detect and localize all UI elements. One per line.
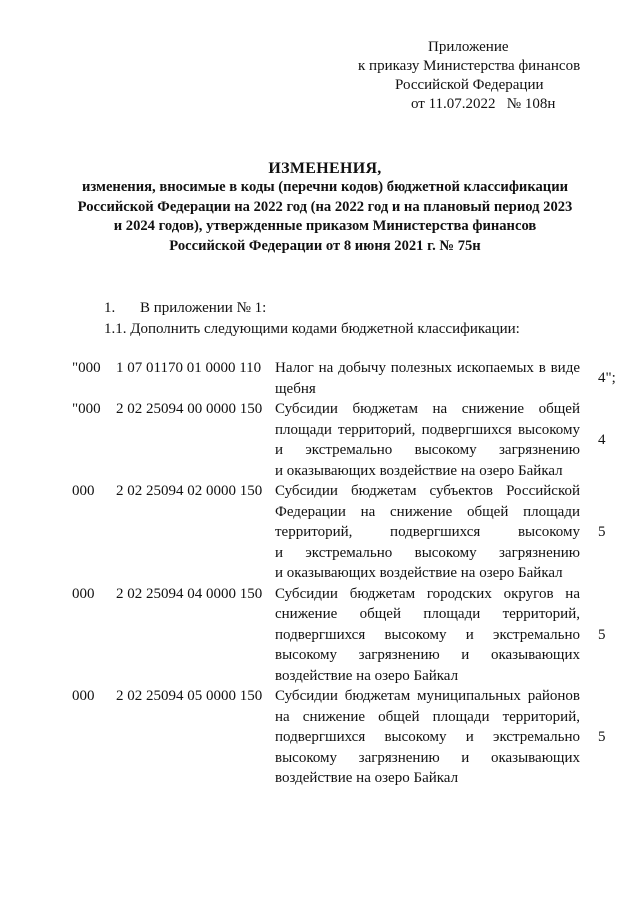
description-line: высокому загрязнению и оказывающих	[275, 749, 580, 766]
code-row	[0, 481, 640, 584]
codes-table	[0, 358, 640, 789]
budget-code: 2 02 25094 00 0000 150	[116, 401, 263, 417]
code-level: 5	[598, 524, 606, 540]
appendix-order-ref: к приказу Министерства финансов	[358, 58, 581, 74]
description-line: воздействие на озеро Байкал	[275, 667, 459, 684]
code-description	[275, 686, 580, 789]
title-line: изменения, вносимые в коды (перечни кодов) бюджетной классификации	[81, 179, 569, 195]
description-line: воздействие на озеро Байкал	[275, 770, 459, 786]
budget-code: 1 07 01170 01 0000 110	[116, 360, 262, 376]
description-line: Субсидии бюджетам городских округов на	[275, 585, 580, 602]
title-line: Российской Федерации на 2022 год (на 2022 год и на плановый период 2023	[77, 198, 573, 215]
subitem-1-1: 1.1. Дополнить следующими кодами бюджетной классификации:	[104, 321, 520, 337]
code-row	[0, 686, 640, 789]
description-line: щебня	[275, 380, 316, 397]
description-line: и экстремально высокому загрязнению	[275, 442, 580, 458]
code-description	[275, 358, 580, 399]
title-line: Российской Федерации от 8 июня 2021 г. № 75н	[169, 237, 481, 254]
appendix-country: Российской Федерации	[395, 77, 544, 93]
item-text: В приложении № 1:	[140, 300, 267, 316]
code-level: 4	[598, 431, 606, 448]
code-description	[275, 584, 580, 687]
item-number: 1.	[104, 300, 116, 316]
code-row	[0, 584, 640, 687]
budget-code: 2 02 25094 05 0000 150	[116, 688, 263, 704]
appendix-date-number: от 11.07.2022 № 108н	[411, 96, 556, 112]
title-line: и 2024 годов), утвержденные приказом Министерства финансов	[113, 218, 537, 234]
description-line: и оказывающих воздействие на озеро Байкал	[275, 565, 563, 581]
budget-code: 2 02 25094 02 0000 150	[116, 483, 263, 499]
code-prefix: 000	[72, 483, 95, 499]
description-line: подвергшихся высокому и экстремально	[275, 626, 580, 643]
description-line: Субсидии бюджетам на снижение общей	[275, 401, 580, 417]
code-prefix: "000	[72, 360, 101, 376]
code-row	[0, 358, 640, 399]
description-line: Субсидии бюджетам субъектов Российской	[275, 483, 580, 499]
code-prefix: 000	[72, 688, 95, 704]
code-level: 5	[598, 626, 606, 643]
description-line: территорий, подвергшихся высокому	[275, 524, 580, 540]
code-row	[0, 399, 640, 481]
code-prefix: 000	[72, 585, 95, 602]
code-description	[275, 399, 580, 481]
description-line: на снижение общей площади территорий,	[275, 708, 580, 725]
appendix-label: Приложение	[428, 39, 509, 55]
description-line: высокому загрязнению и оказывающих	[275, 647, 580, 663]
budget-code: 2 02 25094 04 0000 150	[116, 585, 263, 602]
description-line: Налог на добычу полезных ископаемых в виде	[275, 360, 580, 376]
description-line: и экстремально высокому загрязнению	[275, 544, 580, 561]
code-prefix: "000	[72, 401, 101, 417]
description-line: Федерации на снижение общей площади	[275, 503, 580, 520]
document-title	[60, 159, 590, 256]
appendix-header	[340, 38, 600, 114]
description-line: и оказывающих воздействие на озеро Байкал	[275, 462, 563, 479]
description-line: площади территорий, подвергшихся высокому	[275, 421, 580, 438]
title-heading: ИЗМЕНЕНИЯ,	[268, 160, 382, 177]
code-description	[275, 481, 580, 584]
code-level: 4";	[598, 370, 616, 387]
code-level: 5	[598, 729, 606, 745]
description-line: снижение общей площади территорий,	[275, 606, 580, 622]
section-item-1	[104, 299, 266, 318]
description-line: Субсидии бюджетам муниципальных районов	[275, 688, 580, 704]
description-line: подвергшихся высокому и экстремально	[275, 729, 580, 745]
